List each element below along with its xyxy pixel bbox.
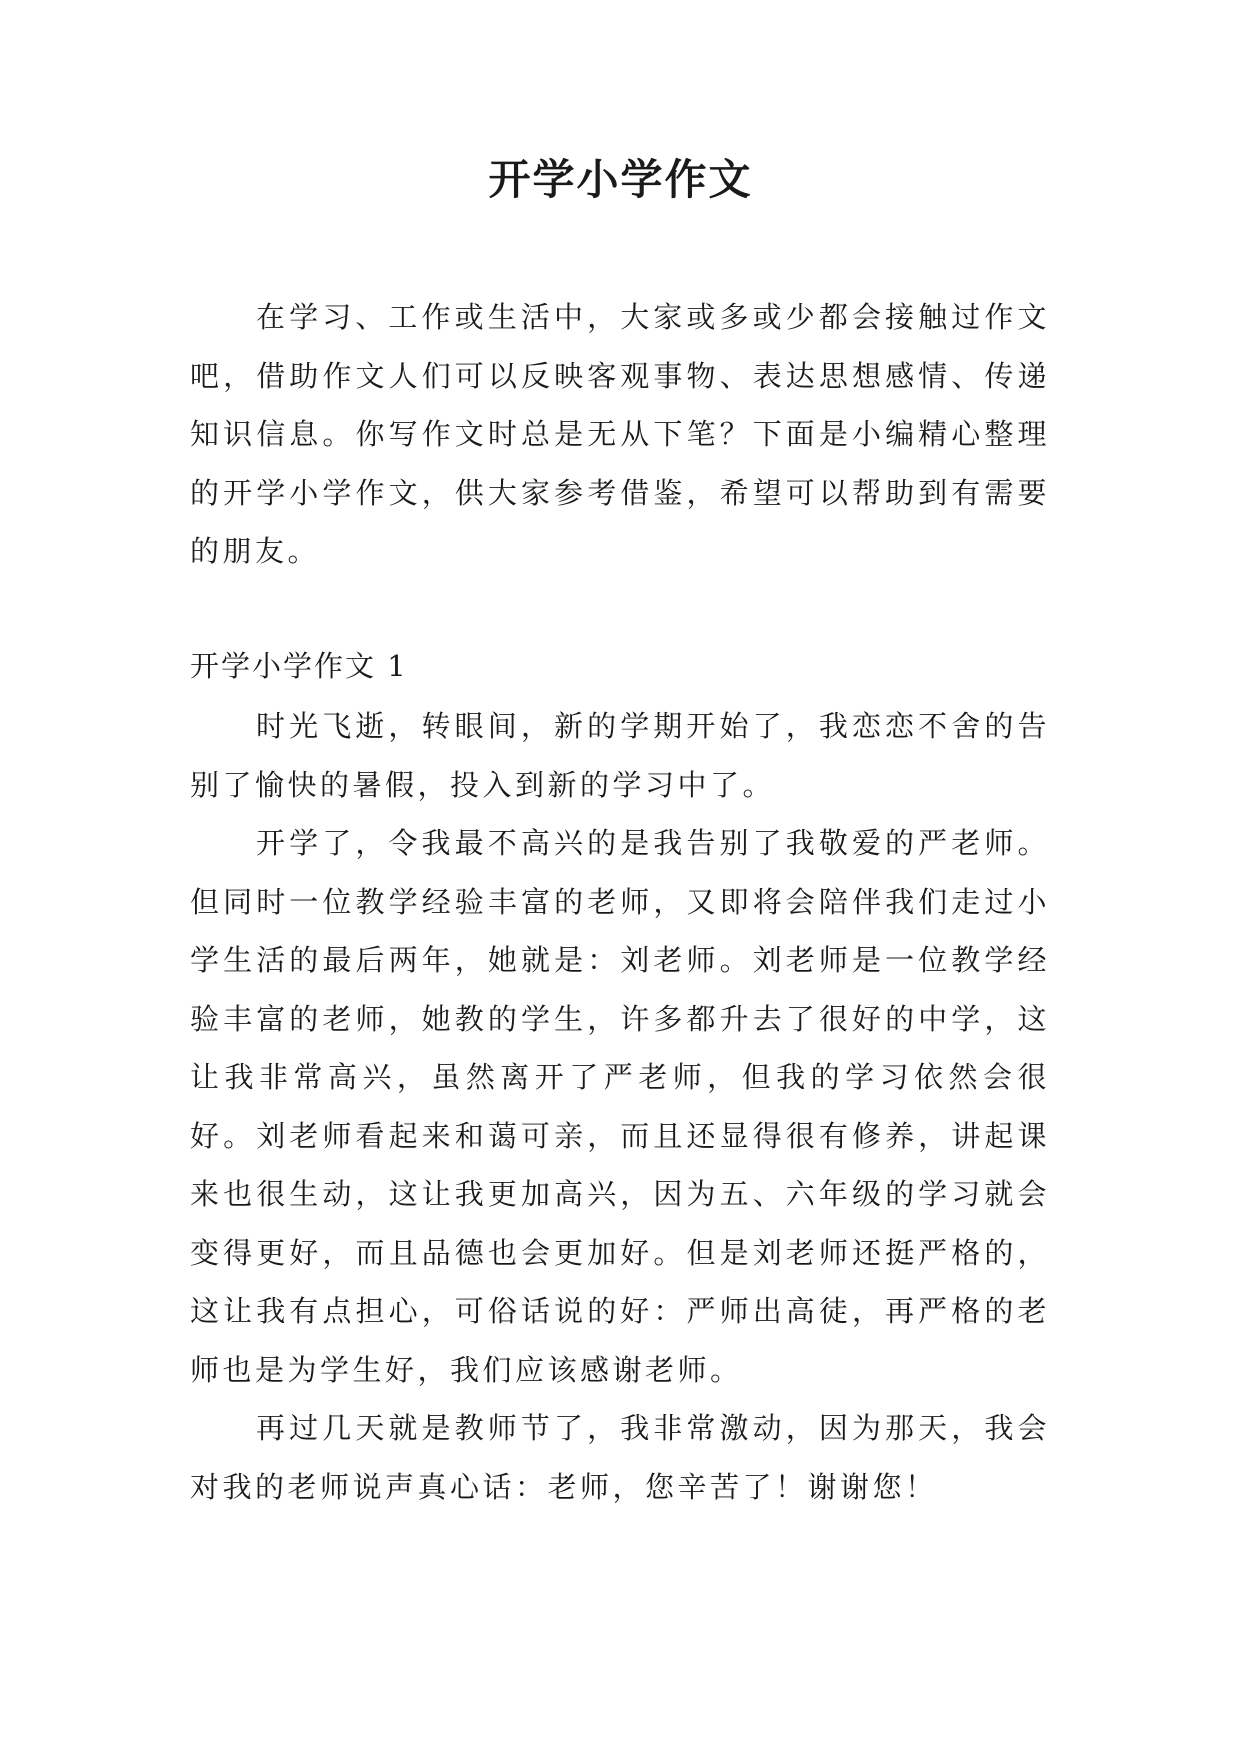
essay-paragraph-1: 时光飞逝，转眼间，新的学期开始了，我恋恋不舍的告别了愉快的暑假，投入到新的学习中了。	[190, 709, 1050, 802]
intro-paragraph: 在学习、工作或生活中，大家或多或少都会接触过作文吧，借助作文人们可以反映客观事物、表达思想感情、传递知识信息。你写作文时总是无从下笔？下面是小编精心整理的开学小学作文，供大家参考借鉴，希望可以帮助到有需要的朋友。	[190, 300, 1050, 568]
essay-paragraph-2: 开学了，令我最不高兴的是我告别了我敬爱的严老师。但同时一位教学经验丰富的老师，又即将会陪伴我们走过小学生活的最后两年，她就是：刘老师。刘老师是一位教学经验丰富的老师，她教的学生，许多都升去了很好的中学，这让我非常高兴，虽然离开了严老师，但我的学习依然会很好。刘老师看起来和蔼可亲，而且还显得很有修养，讲起课来也很生动，这让我更加高兴，因为五、六年级的学习就会变得更好，而且品德也会更加好。但是刘老师还挺严格的，这让我有点担心，可俗话说的好：严师出高徒，再严格的老师也是为学生好，我们应该感谢老师。	[190, 826, 1050, 1387]
document-title: 开学小学作文	[488, 155, 753, 204]
section-title: 开学小学作文 1	[190, 649, 408, 683]
essay-paragraph-3: 再过几天就是教师节了，我非常激动，因为那天，我会对我的老师说声真心话：老师，您辛苦了！谢谢您！	[190, 1411, 1050, 1504]
